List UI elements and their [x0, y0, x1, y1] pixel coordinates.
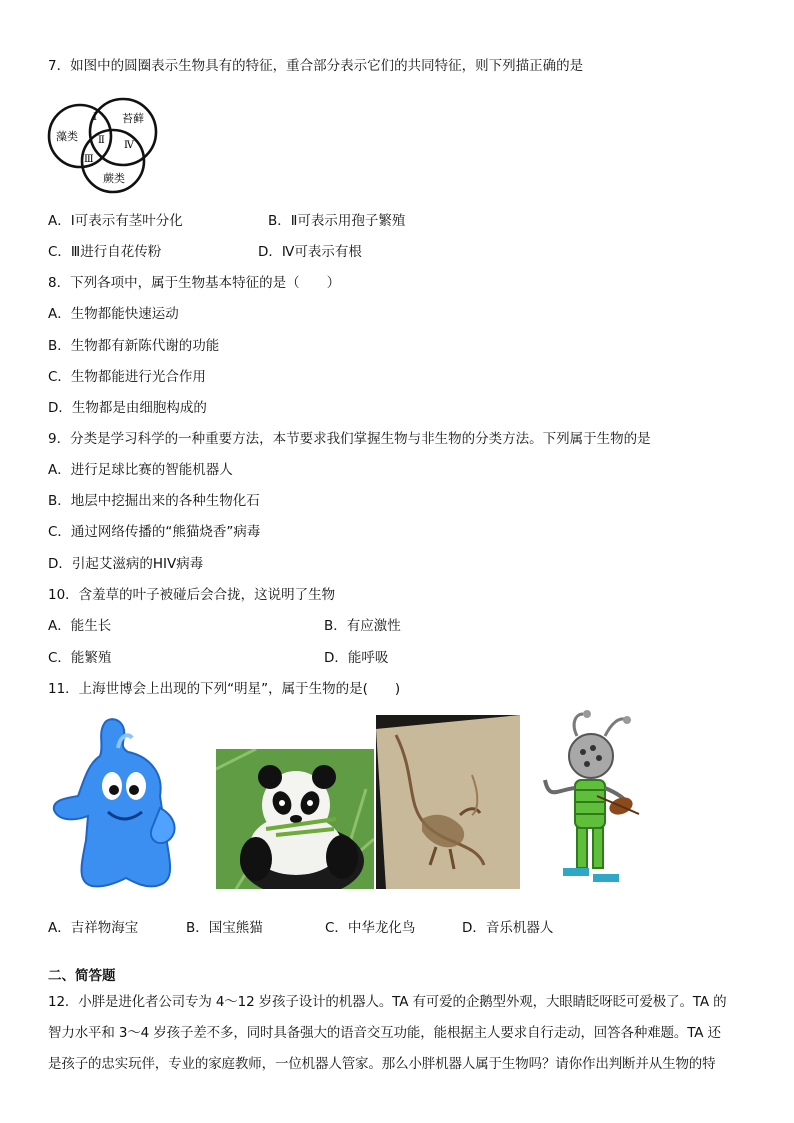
q10-option-a: A．能生长 [48, 618, 112, 634]
q8-option-b: B．生物都有新陈代谢的功能 [48, 338, 220, 354]
q10-option-b: B．有应激性 [324, 618, 401, 634]
q7-option-b: B．Ⅱ可表示用孢子繁殖 [268, 213, 406, 229]
q9-option-c: C．通过网络传播的“熊猫烧香”病毒 [48, 524, 261, 540]
q10-stem: 10．含羞草的叶子被碰后会合拢，这说明了生物 [48, 587, 336, 603]
q12-line-3: 是孩子的忠实玩伴，专业的家庭教师，一位机器人管家。那么小胖机器人属于生物吗？请你作出判断并从生物的特 [48, 1056, 716, 1072]
q8-option-a: A．生物都能快速运动 [48, 306, 179, 322]
q7-option-c: C．Ⅲ进行自花传粉 [48, 244, 162, 260]
q10-option-d: D．能呼吸 [324, 650, 389, 666]
mascot-haibao-image [48, 716, 204, 892]
q12-line-1: 12．小胖是进化者公司专为 4～12 岁孩子设计的机器人。TA 有可爱的企鹅型外观，大眼睛眨呀眨可爱极了。TA 的 [48, 994, 727, 1010]
venn-region-1: Ⅰ [93, 112, 97, 123]
venn-diagram [46, 92, 164, 196]
q8-option-d: D．生物都是由细胞构成的 [48, 400, 207, 416]
venn-region-3: Ⅲ [84, 154, 94, 165]
q11-stem: 11．上海世博会上出现的下列“明星”，属于生物的是( ) [48, 681, 401, 697]
venn-label-algae: 藻类 [56, 130, 78, 143]
q9-option-d: D．引起艾滋病的HIV病毒 [48, 556, 204, 572]
q11-option-c: C．中华龙化鸟 [325, 920, 416, 936]
venn-region-4: Ⅳ [124, 140, 134, 151]
q7-option-a: A．Ⅰ可表示有茎叶分化 [48, 213, 183, 229]
q12-line-2: 智力水平和 3～4 岁孩子差不多，同时具备强大的语音交互功能，能根据主人要求自行走动，回答各种难题。TA 还 [48, 1025, 721, 1041]
venn-label-fern: 蕨类 [103, 172, 125, 185]
q9-option-b: B．地层中挖掘出来的各种生物化石 [48, 493, 260, 509]
q8-stem: 8．下列各项中，属于生物基本特征的是（ ） [48, 275, 341, 291]
section-heading: 二、简答题 [48, 968, 116, 984]
q7-option-d: D．Ⅳ可表示有根 [258, 244, 362, 260]
q11-option-b: B．国宝熊猫 [186, 920, 263, 936]
q10-option-c: C．能繁殖 [48, 650, 112, 666]
q11-option-a: A．吉祥物海宝 [48, 920, 139, 936]
q9-stem: 9．分类是学习科学的一种重要方法，本节要求我们掌握生物与非生物的分类方法。下列属于生物的是 [48, 431, 651, 447]
q8-option-c: C．生物都能进行光合作用 [48, 369, 206, 385]
venn-label-moss: 苔藓 [122, 112, 144, 125]
q7-stem: 7．如图中的圆圈表示生物具有的特征，重合部分表示它们的共同特征，则下列描正确的是 [48, 58, 584, 74]
q9-option-a: A．进行足球比赛的智能机器人 [48, 462, 233, 478]
venn-region-2: Ⅱ [98, 135, 105, 146]
music-robot-image [527, 710, 647, 892]
q11-option-d: D．音乐机器人 [462, 920, 554, 936]
sinosauropteryx-fossil-image [376, 715, 520, 889]
giant-panda-image [216, 749, 374, 889]
